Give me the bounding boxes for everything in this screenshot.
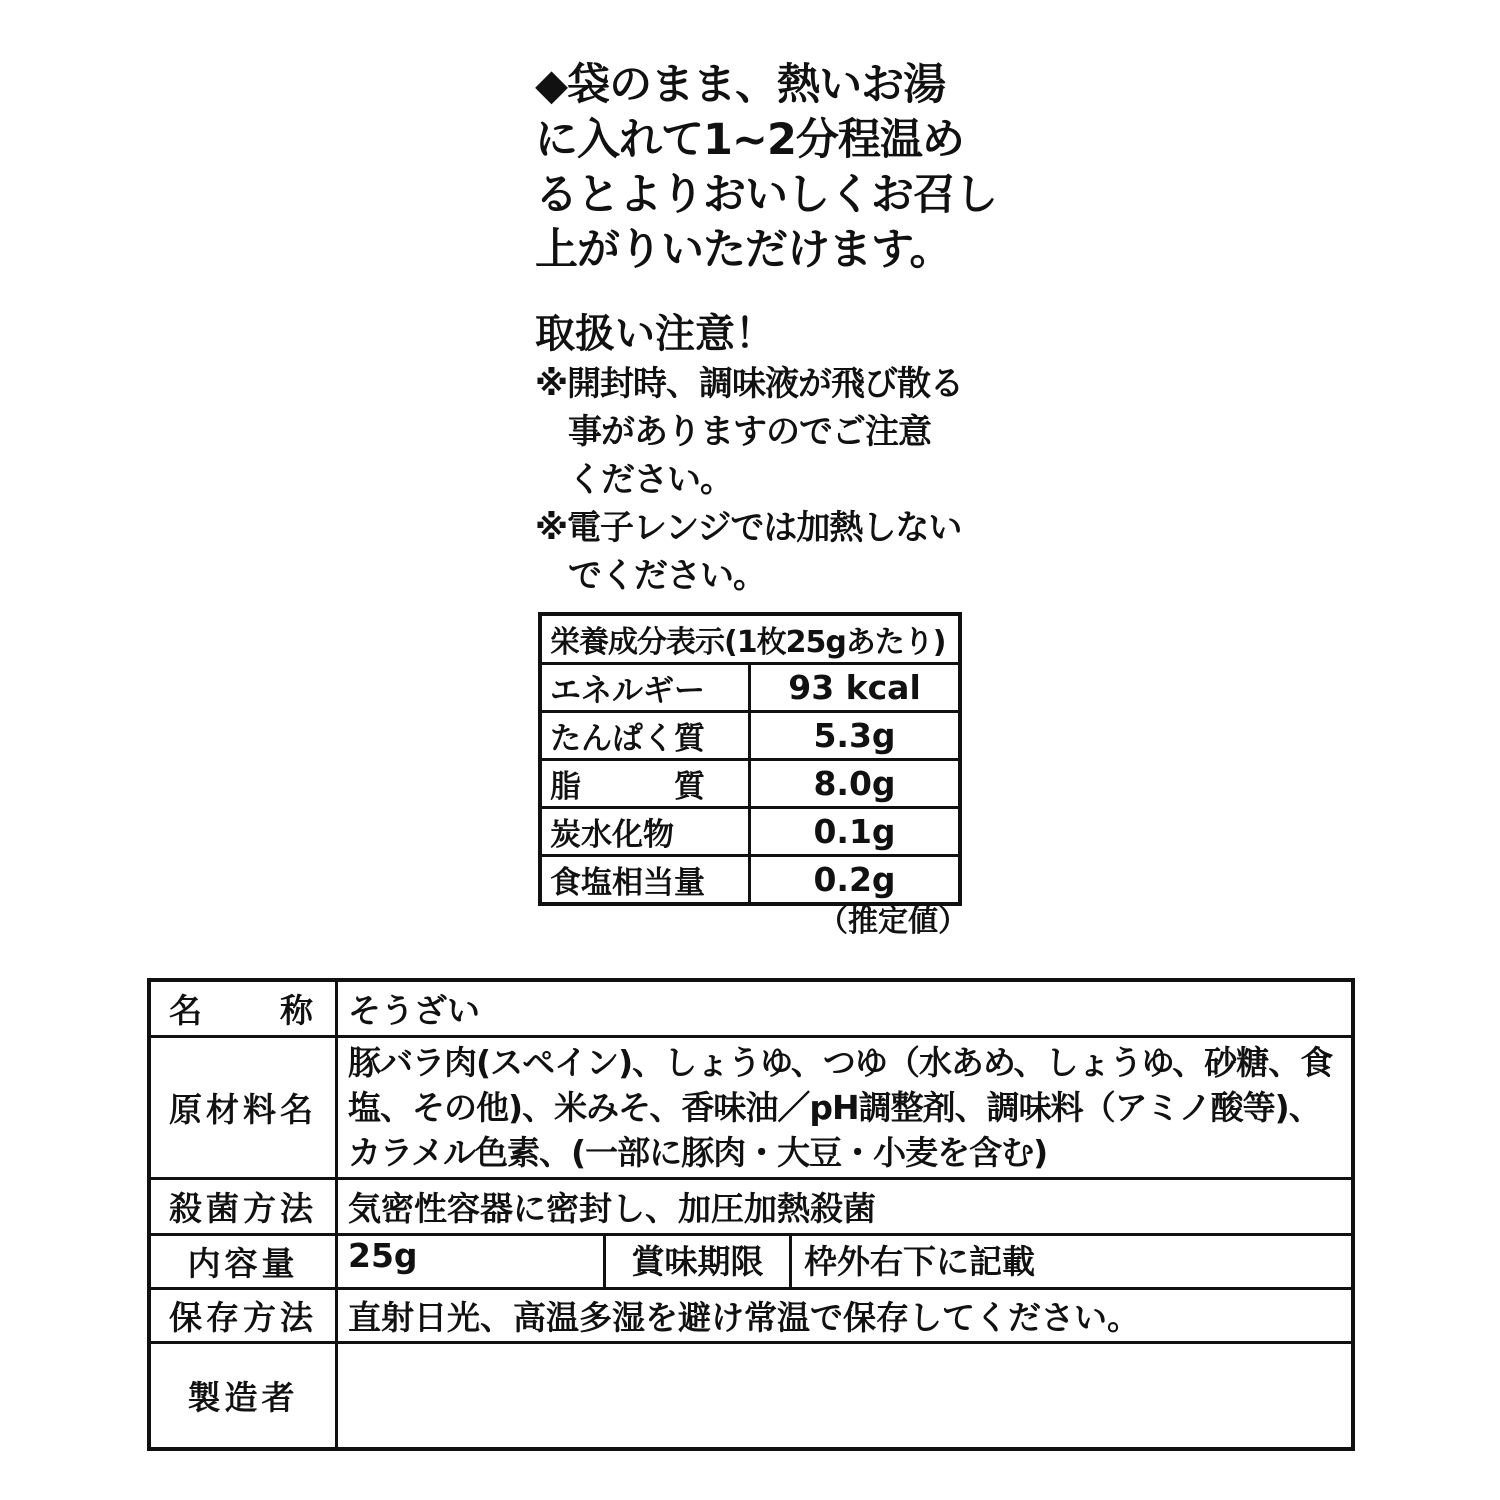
nutrient-value: 0.2g <box>750 856 961 905</box>
nutrient-label: たんぱく質 <box>540 712 750 760</box>
nutrient-value: 5.3g <box>750 712 961 760</box>
product-info-table <box>147 978 1355 1451</box>
nutrition-row <box>540 664 960 712</box>
nutrition-row <box>540 760 960 808</box>
instruction-line: 上がりいただけます。 <box>535 225 952 275</box>
best-before-value: 枠外右下に記載 <box>804 1241 1035 1281</box>
caution-line: ください。 <box>568 460 733 500</box>
instruction-line: に入れて1~2分程温め <box>535 115 964 165</box>
caution-line: ※電子レンジでは加熱しない <box>535 508 962 548</box>
best-before-label: 賞味期限 <box>603 1236 792 1287</box>
ingredients-line: 豚バラ肉(スペイン)、しょうゆ、つゆ（水あめ、しょうゆ、砂糖、食 <box>348 1042 1333 1082</box>
info-row-manufacturer <box>149 1342 1353 1449</box>
sterilization-label: 殺菌方法 <box>149 1178 337 1234</box>
storage-label: 保存方法 <box>149 1288 337 1342</box>
info-row-content <box>149 1234 1353 1288</box>
instruction-line: るとよりおいしくお召し <box>535 170 997 220</box>
nutrient-value: 0.1g <box>750 808 961 856</box>
nutrition-row <box>540 712 960 760</box>
info-row-storage <box>149 1288 1353 1342</box>
content-split <box>348 1236 1341 1287</box>
caution-title: 取扱い注意！ <box>535 311 775 357</box>
nutrient-label: 食塩相当量 <box>540 856 750 905</box>
info-row-ingredients <box>149 1036 1353 1178</box>
sterilization-value: 気密性容器に密封し、加圧加熱殺菌 <box>337 1178 1354 1234</box>
caution-line: ※開封時、調味液が飛び散る <box>535 364 964 404</box>
content-label: 内容量 <box>149 1234 337 1288</box>
ingredients-value <box>337 1036 1354 1178</box>
info-row-name <box>149 980 1353 1036</box>
storage-value: 直射日光、高温多湿を避け常温で保存してください。 <box>337 1288 1354 1342</box>
info-row-sterilization <box>149 1178 1353 1234</box>
nutrient-label: 脂 質 <box>540 760 750 808</box>
handling-caution <box>535 308 985 600</box>
manufacturer-value <box>337 1342 1354 1449</box>
nutrient-value: 93 kcal <box>750 664 961 712</box>
nutrition-header: 栄養成分表示(1枚25gあたり) <box>540 614 960 664</box>
nutrition-header-row <box>540 614 960 664</box>
manufacturer-label: 製造者 <box>149 1342 337 1449</box>
caution-line: でください。 <box>568 556 766 596</box>
content-cell <box>337 1234 1354 1288</box>
ingredients-label: 原材料名 <box>149 1036 337 1178</box>
ingredients-line: 塩、その他)、米みそ、香味油／pH調整剤、調味料（アミノ酸等)、 <box>348 1087 1321 1127</box>
nutrient-value: 8.0g <box>750 760 961 808</box>
heating-instructions <box>535 58 997 278</box>
name-label: 名 称 <box>149 980 337 1036</box>
nutrition-row <box>540 808 960 856</box>
content-value: 25g <box>348 1235 418 1275</box>
instruction-line: ◆袋のまま、熱いお湯 <box>535 60 946 110</box>
nutrient-label: 炭水化物 <box>540 808 750 856</box>
nutrition-table <box>538 612 962 906</box>
ingredients-line: カラメル色素、(一部に豚肉・大豆・小麦を含む) <box>348 1132 1048 1172</box>
name-value: そうざい <box>337 980 1354 1036</box>
nutrition-estimate-note: （推定値） <box>818 904 968 939</box>
nutrient-label: エネルギー <box>540 664 750 712</box>
caution-line: 事がありますのでご注意 <box>568 412 931 452</box>
